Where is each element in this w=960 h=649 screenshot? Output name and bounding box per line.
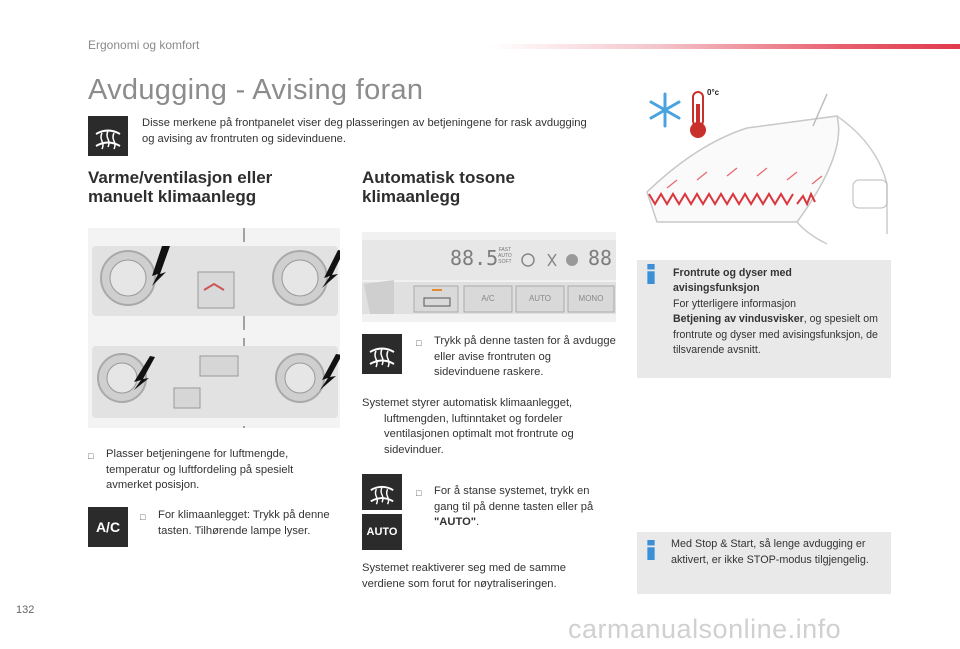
display-mode-label xyxy=(498,247,512,265)
mode-soft: SOFT xyxy=(498,259,512,265)
bullet-checkbox-icon: □ xyxy=(88,451,94,461)
automatic-climate-panel-photo xyxy=(362,232,616,322)
info-title: avisingsfunksjon xyxy=(673,282,760,295)
section-heading-automatic xyxy=(362,168,515,206)
page-number: 132 xyxy=(16,604,35,616)
bullet-text xyxy=(434,484,616,531)
display-temperature-left: 88.5 xyxy=(450,246,499,270)
info-reference xyxy=(673,312,883,358)
ac-icon-label: A/C xyxy=(95,519,121,535)
info-title: Frontrute og dyser med xyxy=(673,267,792,279)
panel-mono-button: MONO xyxy=(578,294,604,303)
header-accent-bar xyxy=(490,44,960,49)
windscreen-defrost-illustration xyxy=(637,84,893,254)
bullet-text: Trykk på denne tasten for å avdugge eller avise frontruten og sidevinduene raskere. xyxy=(434,335,616,378)
mode-fast: FAST xyxy=(498,247,512,253)
chapter-label: Ergonomi og komfort xyxy=(88,38,200,52)
mode-auto: AUTO xyxy=(498,253,512,259)
info-box-frontrute xyxy=(637,260,891,378)
info-icon xyxy=(647,540,655,560)
bullet-checkbox-icon: □ xyxy=(416,488,422,498)
page-title: Avdugging - Avising foran xyxy=(88,74,424,106)
heading-line: Varme/ventilasjon eller xyxy=(88,168,273,187)
info-text xyxy=(673,266,883,358)
reactivation-note: Systemet reaktiverer seg med de samme verdiene som forut for nøytraliseringen. xyxy=(362,562,566,590)
bullet-item xyxy=(416,484,616,531)
bullet-item xyxy=(140,508,340,539)
info-reference-bold: Betjening av vindusvisker xyxy=(673,313,804,326)
section-heading-manual xyxy=(88,168,272,206)
defrost-symbol-icon xyxy=(88,116,128,156)
bullet-text-part: For å stanse systemet, trykk en gang til på denne tasten eller på xyxy=(434,485,594,513)
heading-line: manuelt klimaanlegg xyxy=(88,187,257,206)
bullet-checkbox-icon: □ xyxy=(416,338,422,348)
auto-icon-label: AUTO xyxy=(366,526,398,538)
heading-line: klimaanlegg xyxy=(362,187,461,206)
info-icon xyxy=(647,264,655,284)
bullet-text-bold: "AUTO" xyxy=(434,516,477,528)
bullet-checkbox-icon: □ xyxy=(140,512,146,522)
heading-line: Automatisk tosone xyxy=(362,168,516,187)
defrost-button-icon xyxy=(362,474,402,510)
info-reference-rest: , og spesielt om frontrute og dyser med avisingsfunksjon, de tilsvarende avsnitt. xyxy=(673,313,878,357)
system-description: Systemet styrer automatisk klimaanlegget, luftmengden, luftinntaket og fordeler ventilasjonen optimalt mot frontrute og sidevinduer. xyxy=(362,397,574,456)
temperature-label: 0°c xyxy=(707,88,720,97)
defrost-button-icon xyxy=(362,334,402,374)
bullet-text: Plasser betjeningene for luftmengde, temperatur og luftfordeling på spesielt avmerket posisjon. xyxy=(106,448,294,491)
bullet-text-end: . xyxy=(476,516,480,528)
info-text: Med Stop & Start, så lenge avdugging er aktivert, er ikke STOP-modus tilgjengelig. xyxy=(671,538,869,566)
bullet-text: For klimaanlegget: Trykk på denne tasten. Tilhørende lampe lyser. xyxy=(158,509,330,537)
bullet-item xyxy=(88,447,340,494)
auto-button-icon xyxy=(362,514,402,550)
info-box-stop-start xyxy=(637,532,891,594)
display-temperature-right: 88 xyxy=(588,246,613,270)
ac-button-icon xyxy=(88,507,128,547)
bullet-item xyxy=(416,334,616,381)
watermark: carmanualsonline.info xyxy=(568,614,842,644)
manual-climate-panel-photo xyxy=(88,228,340,428)
panel-ac-button: A/C xyxy=(481,294,495,303)
intro-text: Disse merkene på frontpanelet viser deg plasseringen av betjeningene for rask avdugging og avising av frontruten og sidevinduene. xyxy=(142,117,587,145)
panel-auto-button: AUTO xyxy=(528,294,552,303)
info-line: For ytterligere informasjon xyxy=(673,297,797,310)
